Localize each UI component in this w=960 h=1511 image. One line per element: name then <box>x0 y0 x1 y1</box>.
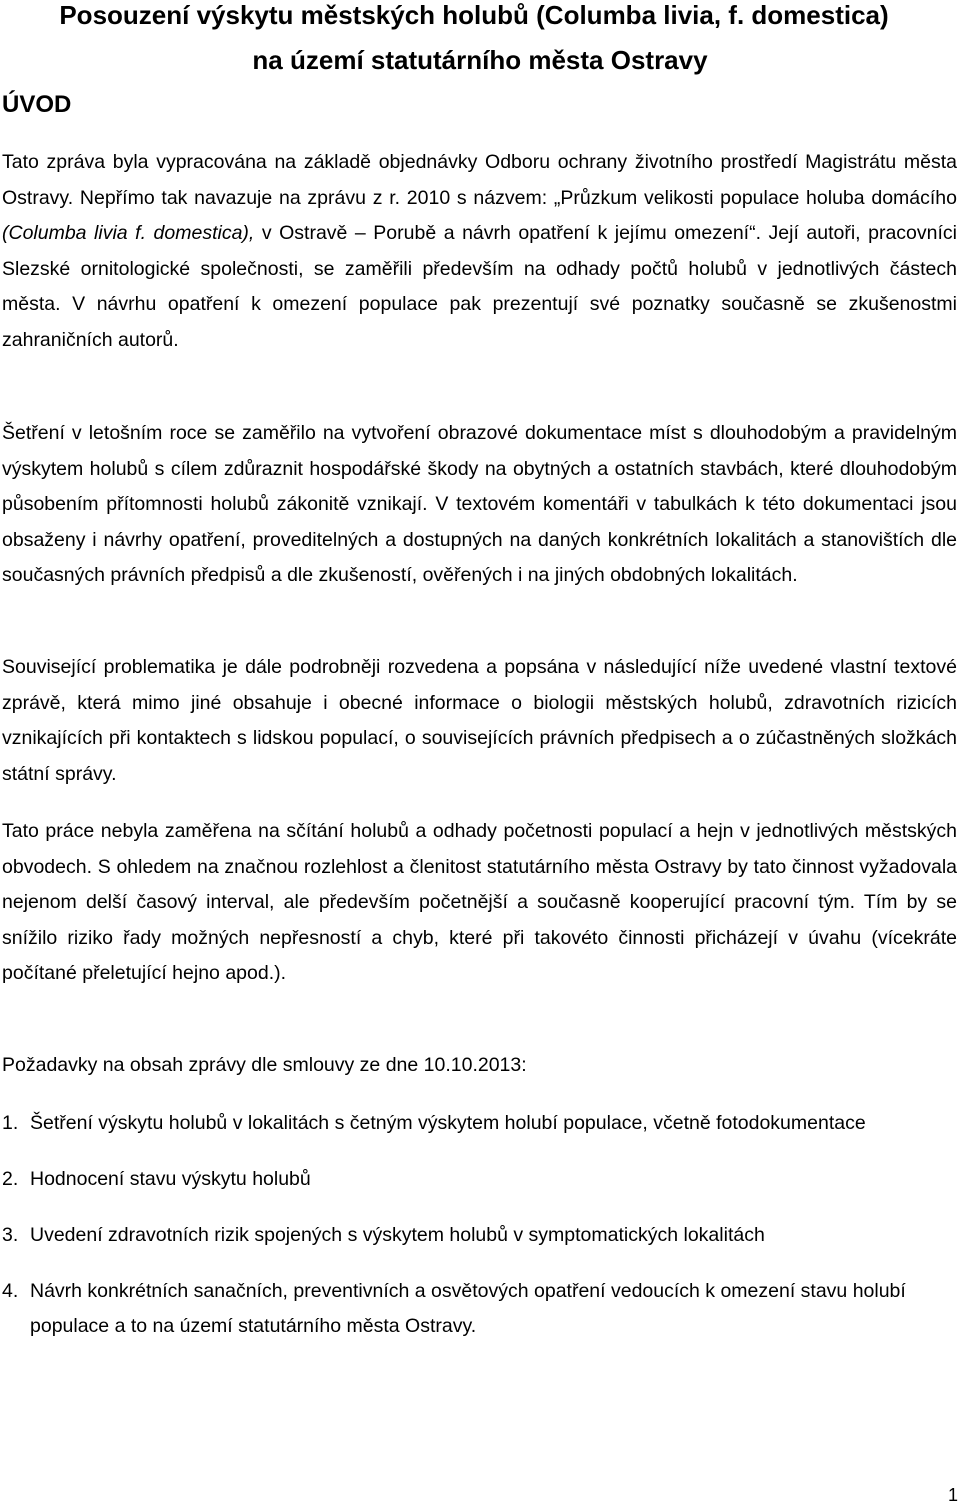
list-item-text: Šetření výskytu holubů v lokalitách s četným výskytem holubí populace, včetně fotodokumentace <box>30 1112 866 1134</box>
requirements-intro: Požadavky na obsah zprávy dle smlouvy ze dne 10.10.2013: <box>2 1054 527 1076</box>
section-heading-uvod: ÚVOD <box>2 91 72 118</box>
list-item <box>0 1274 955 1344</box>
document-title-line-2: na území statutárního města Ostravy <box>252 45 708 75</box>
list-item-text: Návrh konkrétních sanačních, preventivních a osvětových opatření vedoucích k omezení stavu holubí populace a to na území statutárního města Ostravy. <box>30 1280 906 1337</box>
list-item-text: Hodnocení stavu výskytu holubů <box>30 1168 311 1190</box>
list-item-number: 4. <box>2 1280 19 1302</box>
list-item-text: Uvedení zdravotních rizik spojených s výskytem holubů v symptomatických lokalitách <box>30 1224 765 1246</box>
list-item <box>0 1106 955 1141</box>
list-item-number: 1. <box>2 1112 19 1134</box>
requirements-list <box>0 1106 955 1365</box>
intro-paragraph-text-1: Tato zpráva byla vypracována na základě objednávky Odboru ochrany životního prostředí Magistrátu města Ostravy. Nepřímo tak navazuje na zprávu z r. 2010 s názvem: „Průzkum velikosti populace holuba domácího <box>2 151 957 209</box>
list-item <box>0 1218 955 1253</box>
document-title-line-1: Posouzení výskytu městských holubů (Columba livia, f. domestica) <box>59 0 889 30</box>
list-item <box>0 1162 955 1197</box>
related-issues-paragraph: Související problematika je dále podrobněji rozvedena a popsána v následující níže uvedené vlastní textové zprávě, která mimo jiné obsahuje i obecné informace o biologii městských holubů, zdravotních rizicích vznikajících při kontaktech s lidskou populací, o souvisejících právních předpisech a o zúčastněných složkách státní správy. <box>2 656 957 785</box>
page-number: 1 <box>947 1485 958 1505</box>
intro-paragraph <box>2 145 957 359</box>
list-item-number: 3. <box>2 1224 19 1246</box>
list-item-number: 2. <box>2 1168 19 1190</box>
intro-paragraph-text-2: v Ostravě – Porubě a návrh opatření k jejímu omezení“. Její autoři, pracovníci Slezské ornitologické společnosti, se zaměřili především na odhady počtů holubů v jednotlivých částech města. V návrhu opatření k omezení populace pak prezentují své poznatky současně se zkušenostmi zahraničních autorů. <box>2 222 957 351</box>
survey-paragraph: Šetření v letošním roce se zaměřilo na vytvoření obrazové dokumentace míst s dlouhodobým a pravidelným výskytem holubů s cílem zdůraznit hospodářské škody na obytných a ostatních stavbách, které dlouhodobým působením přítomnosti holubů zákonitě vznikají. V textovém komentáři v tabulkách k této dokumentaci jsou obsaženy i návrhy opatření, proveditelných a dostupných na daných konkrétních lokalitách a stanovištích dle současných právních předpisů a dle zkušeností, ověřených i na jiných obdobných lokalitách. <box>2 422 957 587</box>
scope-paragraph: Tato práce nebyla zaměřena na sčítání holubů a odhady početnosti populací a hejn v jednotlivých městských obvodech. S ohledem na značnou rozlehlost a členitost statutárního města Ostravy by tato činnost vyžadovala nejenom delší časový interval, ale především početnější a současně kooperující pracovní tým. Tím by se snížilo riziko řady možných nepřesností a chyb, které při takovéto činnosti přicházejí v úvahu (vícekráte počítané přeletující hejno apod.). <box>2 820 957 985</box>
intro-paragraph-latin-name: (Columba livia f. domestica), <box>2 222 255 245</box>
